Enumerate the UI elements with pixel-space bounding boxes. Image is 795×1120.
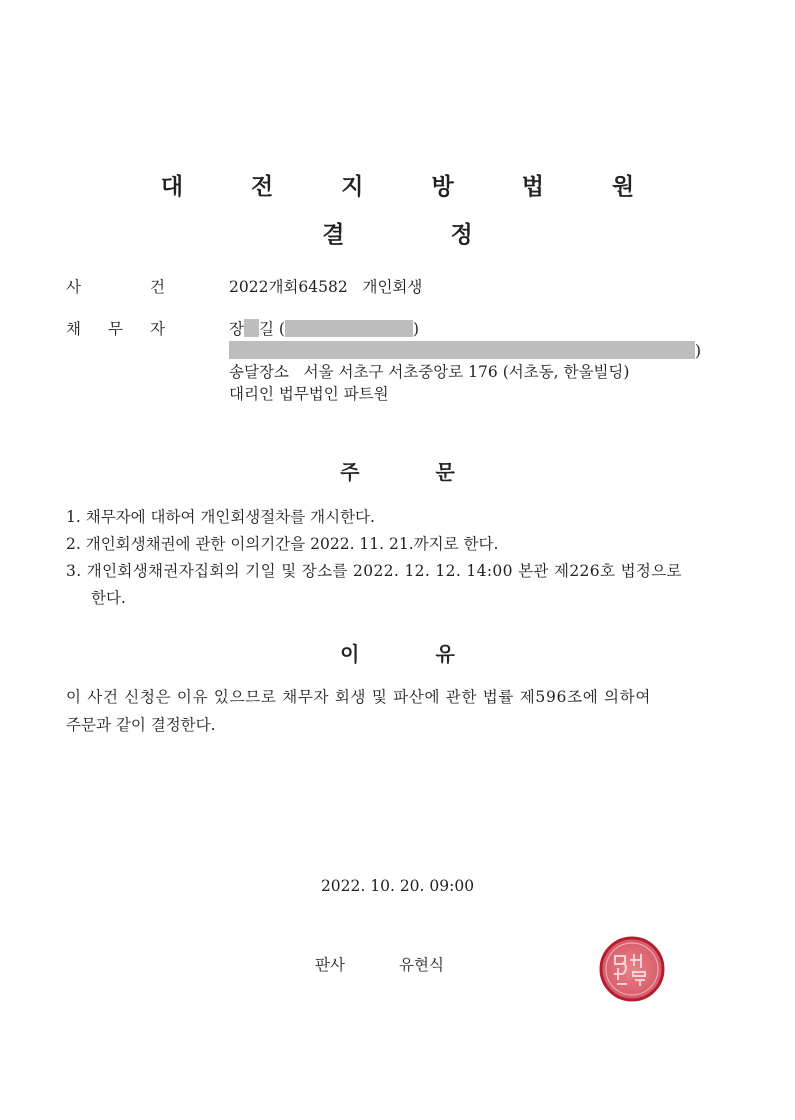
case-label-2: 건 <box>150 278 165 296</box>
service-address: 송달장소 서울 서초구 서초중앙로 176 (서초동, 한울빌딩) <box>229 363 630 381</box>
debtor-address-close-paren: ) <box>695 342 702 360</box>
reason-line-1: 이 사건 신청은 이유 있으므로 채무자 회생 및 파산에 관한 법률 제596조에 의하여 <box>66 688 652 706</box>
debtor-label-2: 무 <box>108 320 123 338</box>
reason-line-2: 주문과 같이 결정한다. <box>66 716 216 734</box>
debtor-id-open-paren: ( <box>278 320 285 338</box>
order-item-3: 3. 개인회생채권자집회의 기일 및 장소를 2022. 12. 12. 14:00 본관 제226호 법정으로 <box>66 562 682 580</box>
redacted-name-char <box>244 319 259 337</box>
order-item-3-continued: 한다. <box>91 589 126 607</box>
case-number: 2022개회64582 개인회생 <box>229 278 423 296</box>
judge-title: 판사 <box>315 956 345 974</box>
seal-icon <box>597 934 667 1004</box>
order-item-2: 2. 개인회생채권에 관한 이의기간을 2022. 11. 21.까지로 한다. <box>66 535 499 553</box>
debtor-name-last: 길 <box>258 320 274 338</box>
redacted-address <box>229 341 695 359</box>
debtor-name-first: 장 <box>229 320 244 338</box>
debtor-id-close-paren: ) <box>412 320 420 338</box>
debtor-label-1: 채 <box>66 320 81 338</box>
order-heading: 주문 <box>340 460 531 484</box>
redacted-id-number <box>285 320 413 337</box>
reason-heading: 이유 <box>340 642 531 666</box>
debtor-label-3: 자 <box>150 320 165 338</box>
legal-agent: 대리인 법무법인 파트원 <box>229 385 389 403</box>
order-item-1: 1. 채무자에 대하여 개인회생절차를 개시한다. <box>66 508 375 526</box>
decision-date: 2022. 10. 20. 09:00 <box>320 877 475 895</box>
court-name: 대 전 지 방 법 원 <box>160 174 665 200</box>
document-type: 결정 <box>322 222 579 248</box>
judge-name: 유현식 <box>399 956 444 974</box>
case-label-1: 사 <box>66 278 81 296</box>
judge-seal-stamp <box>597 934 667 1004</box>
